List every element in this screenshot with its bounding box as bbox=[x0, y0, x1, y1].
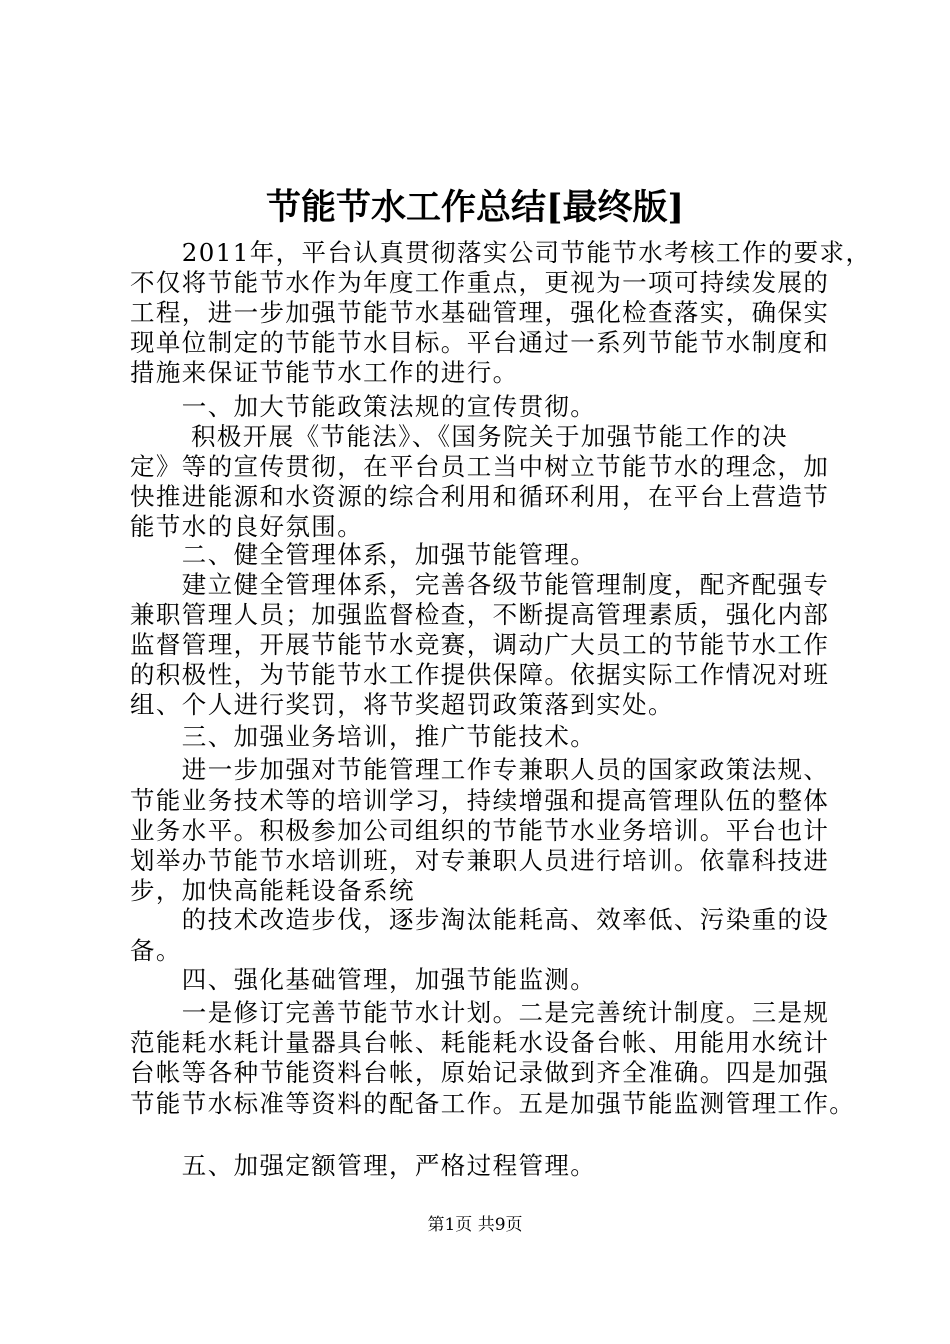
body-line: 监督管理，开展节能节水竞赛，调动广大员工的节能节水工作 bbox=[130, 630, 830, 659]
section-heading: 一、加大节能政策法规的宣传贯彻。 bbox=[130, 392, 597, 421]
body-line: 组、个人进行奖罚，将节奖超罚政策落到实处。 bbox=[130, 690, 674, 719]
body-line: 备。 bbox=[130, 936, 182, 965]
section-heading: 四、强化基础管理，加强节能监测。 bbox=[130, 965, 597, 994]
body-line: 节能节水标准等资料的配备工作。五是加强节能监测管理工作。 bbox=[130, 1089, 856, 1118]
body-line: 划举办节能节水培训班，对专兼职人员进行培训。依靠科技进 bbox=[130, 846, 830, 875]
body-line: 的技术改造步伐，逐步淘汰能耗高、效率低、污染重的设 bbox=[130, 905, 830, 934]
body-line: 2011年，平台认真贯彻落实公司节能节水考核工作的要求， bbox=[130, 238, 872, 267]
body-line: 不仅将节能节水作为年度工作重点，更视为一项可持续发展的 bbox=[130, 268, 830, 297]
body-line: 积极开展《节能法》、《国务院关于加强节能工作的决 bbox=[130, 422, 789, 451]
body-line: 进一步加强对节能管理工作专兼职人员的国家政策法规、 bbox=[130, 755, 830, 784]
body-line: 范能耗水耗计量器具台帐、耗能耗水设备台帐、用能用水统计 bbox=[130, 1028, 830, 1057]
body-line: 兼职管理人员；加强监督检查，不断提高管理素质，强化内部 bbox=[130, 600, 830, 629]
section-heading: 三、加强业务培训，推广节能技术。 bbox=[130, 722, 597, 751]
body-line: 节能业务技术等的培训学习，持续增强和提高管理队伍的整体 bbox=[130, 786, 830, 815]
body-line: 台帐等各种节能资料台帐，原始记录做到齐全准确。四是加强 bbox=[130, 1058, 830, 1087]
body-line: 措施来保证节能节水工作的进行。 bbox=[130, 358, 519, 387]
section-heading: 五、加强定额管理，严格过程管理。 bbox=[130, 1151, 597, 1180]
body-line: 快推进能源和水资源的综合利用和循环利用，在平台上营造节 bbox=[130, 482, 830, 511]
body-line: 定》等的宣传贯彻，在平台员工当中树立节能节水的理念，加 bbox=[130, 452, 830, 481]
body-line: 现单位制定的节能节水目标。平台通过一系列节能节水制度和 bbox=[130, 328, 830, 357]
body-line: 一是修订完善节能节水计划。二是完善统计制度。三是规 bbox=[130, 998, 830, 1027]
section-heading: 二、健全管理体系，加强节能管理。 bbox=[130, 540, 597, 569]
body-line: 业务水平。积极参加公司组织的节能节水业务培训。平台也计 bbox=[130, 816, 830, 845]
body-line: 步，加快高能耗设备系统 bbox=[130, 876, 415, 905]
body-line: 工程，进一步加强节能节水基础管理，强化检查落实，确保实 bbox=[130, 298, 830, 327]
page-number-footer: 第1页 共9页 bbox=[427, 1215, 523, 1235]
body-line: 能节水的良好氛围。 bbox=[130, 512, 364, 541]
body-line: 的积极性，为节能节水工作提供保障。依据实际工作情况对班 bbox=[130, 660, 830, 689]
document-title: 节能节水工作总结[最终版] bbox=[265, 187, 685, 228]
body-line: 建立健全管理体系，完善各级节能管理制度，配齐配强专 bbox=[130, 570, 830, 599]
